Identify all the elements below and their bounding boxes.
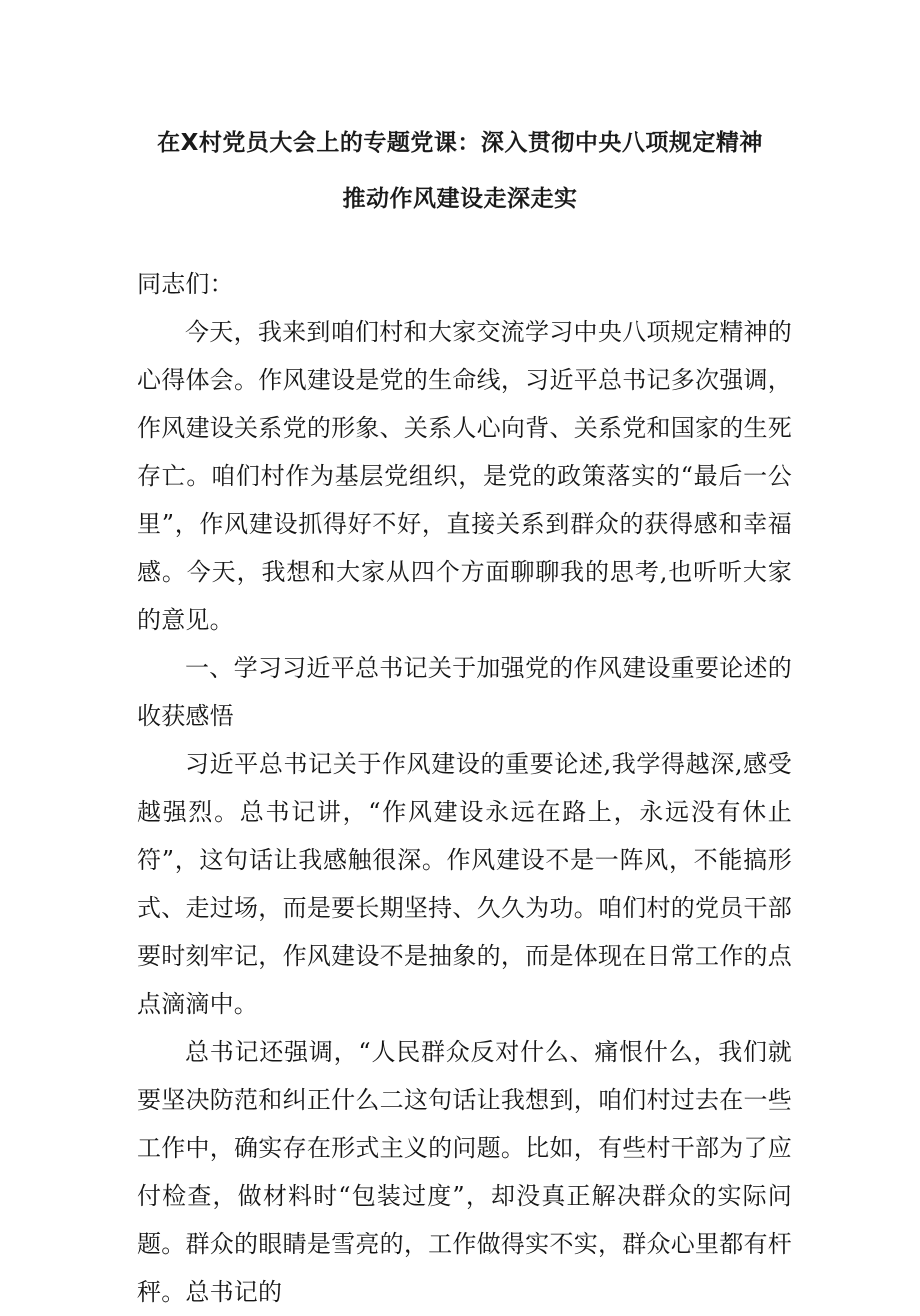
body-paragraph: 总书记还强调，“人民群众反对什么、痛恨什么，我们就要坚决防范和纠正什么二这句话让我想到，咱们村过去在一些工作中，确实存在形式主义的问题。比如，有些村干部为了应付检查，做材料时“包装过度”，却没真正解决群众的实际问题。群众的眼睛是雪亮的，工作做得实不实，群众心里都有杆秤。总书记的 — [137, 1038, 792, 1306]
body-paragraph: 今天，我来到咱们村和大家交流学习中央八项规定精神的心得体会。作风建设是党的生命线，习近平总书记多次强调，作风建设关系党的形象、关系人心向背、关系党和国家的生死存亡。咱们村作为基层党组织，是党的政策落实的“最后一公里”，作风建设抓得好不好，直接关系到群众的获得感和幸福感。今天，我想和大家从四个方面聊聊我的思考,也听听大家的意见。 — [137, 318, 792, 634]
section-heading: 一、学习习近平总书记关于加强党的作风建设重要论述的收获感悟 — [137, 654, 792, 730]
document-title-line-2: 推动作风建设走深走实 — [342, 186, 578, 212]
document-body — [137, 260, 792, 1316]
body-paragraph: 习近平总书记关于作风建设的重要论述,我学得越深,感受越强烈。总书记讲，“作风建设永远在路上，永远没有休止符”，这句话让我感触很深。作风建设不是一阵风，不能搞形式、走过场，而是要长期坚持、久久为功。咱们村的党员干部要时刻牢记，作风建设不是抽象的，而是体现在日常工作的点点滴滴中。 — [137, 750, 792, 1018]
salutation: 同志们： — [137, 270, 234, 298]
document-title-line-1: 在X村党员大会上的专题党课：深入贯彻中央八项规定精神 — [157, 130, 763, 156]
